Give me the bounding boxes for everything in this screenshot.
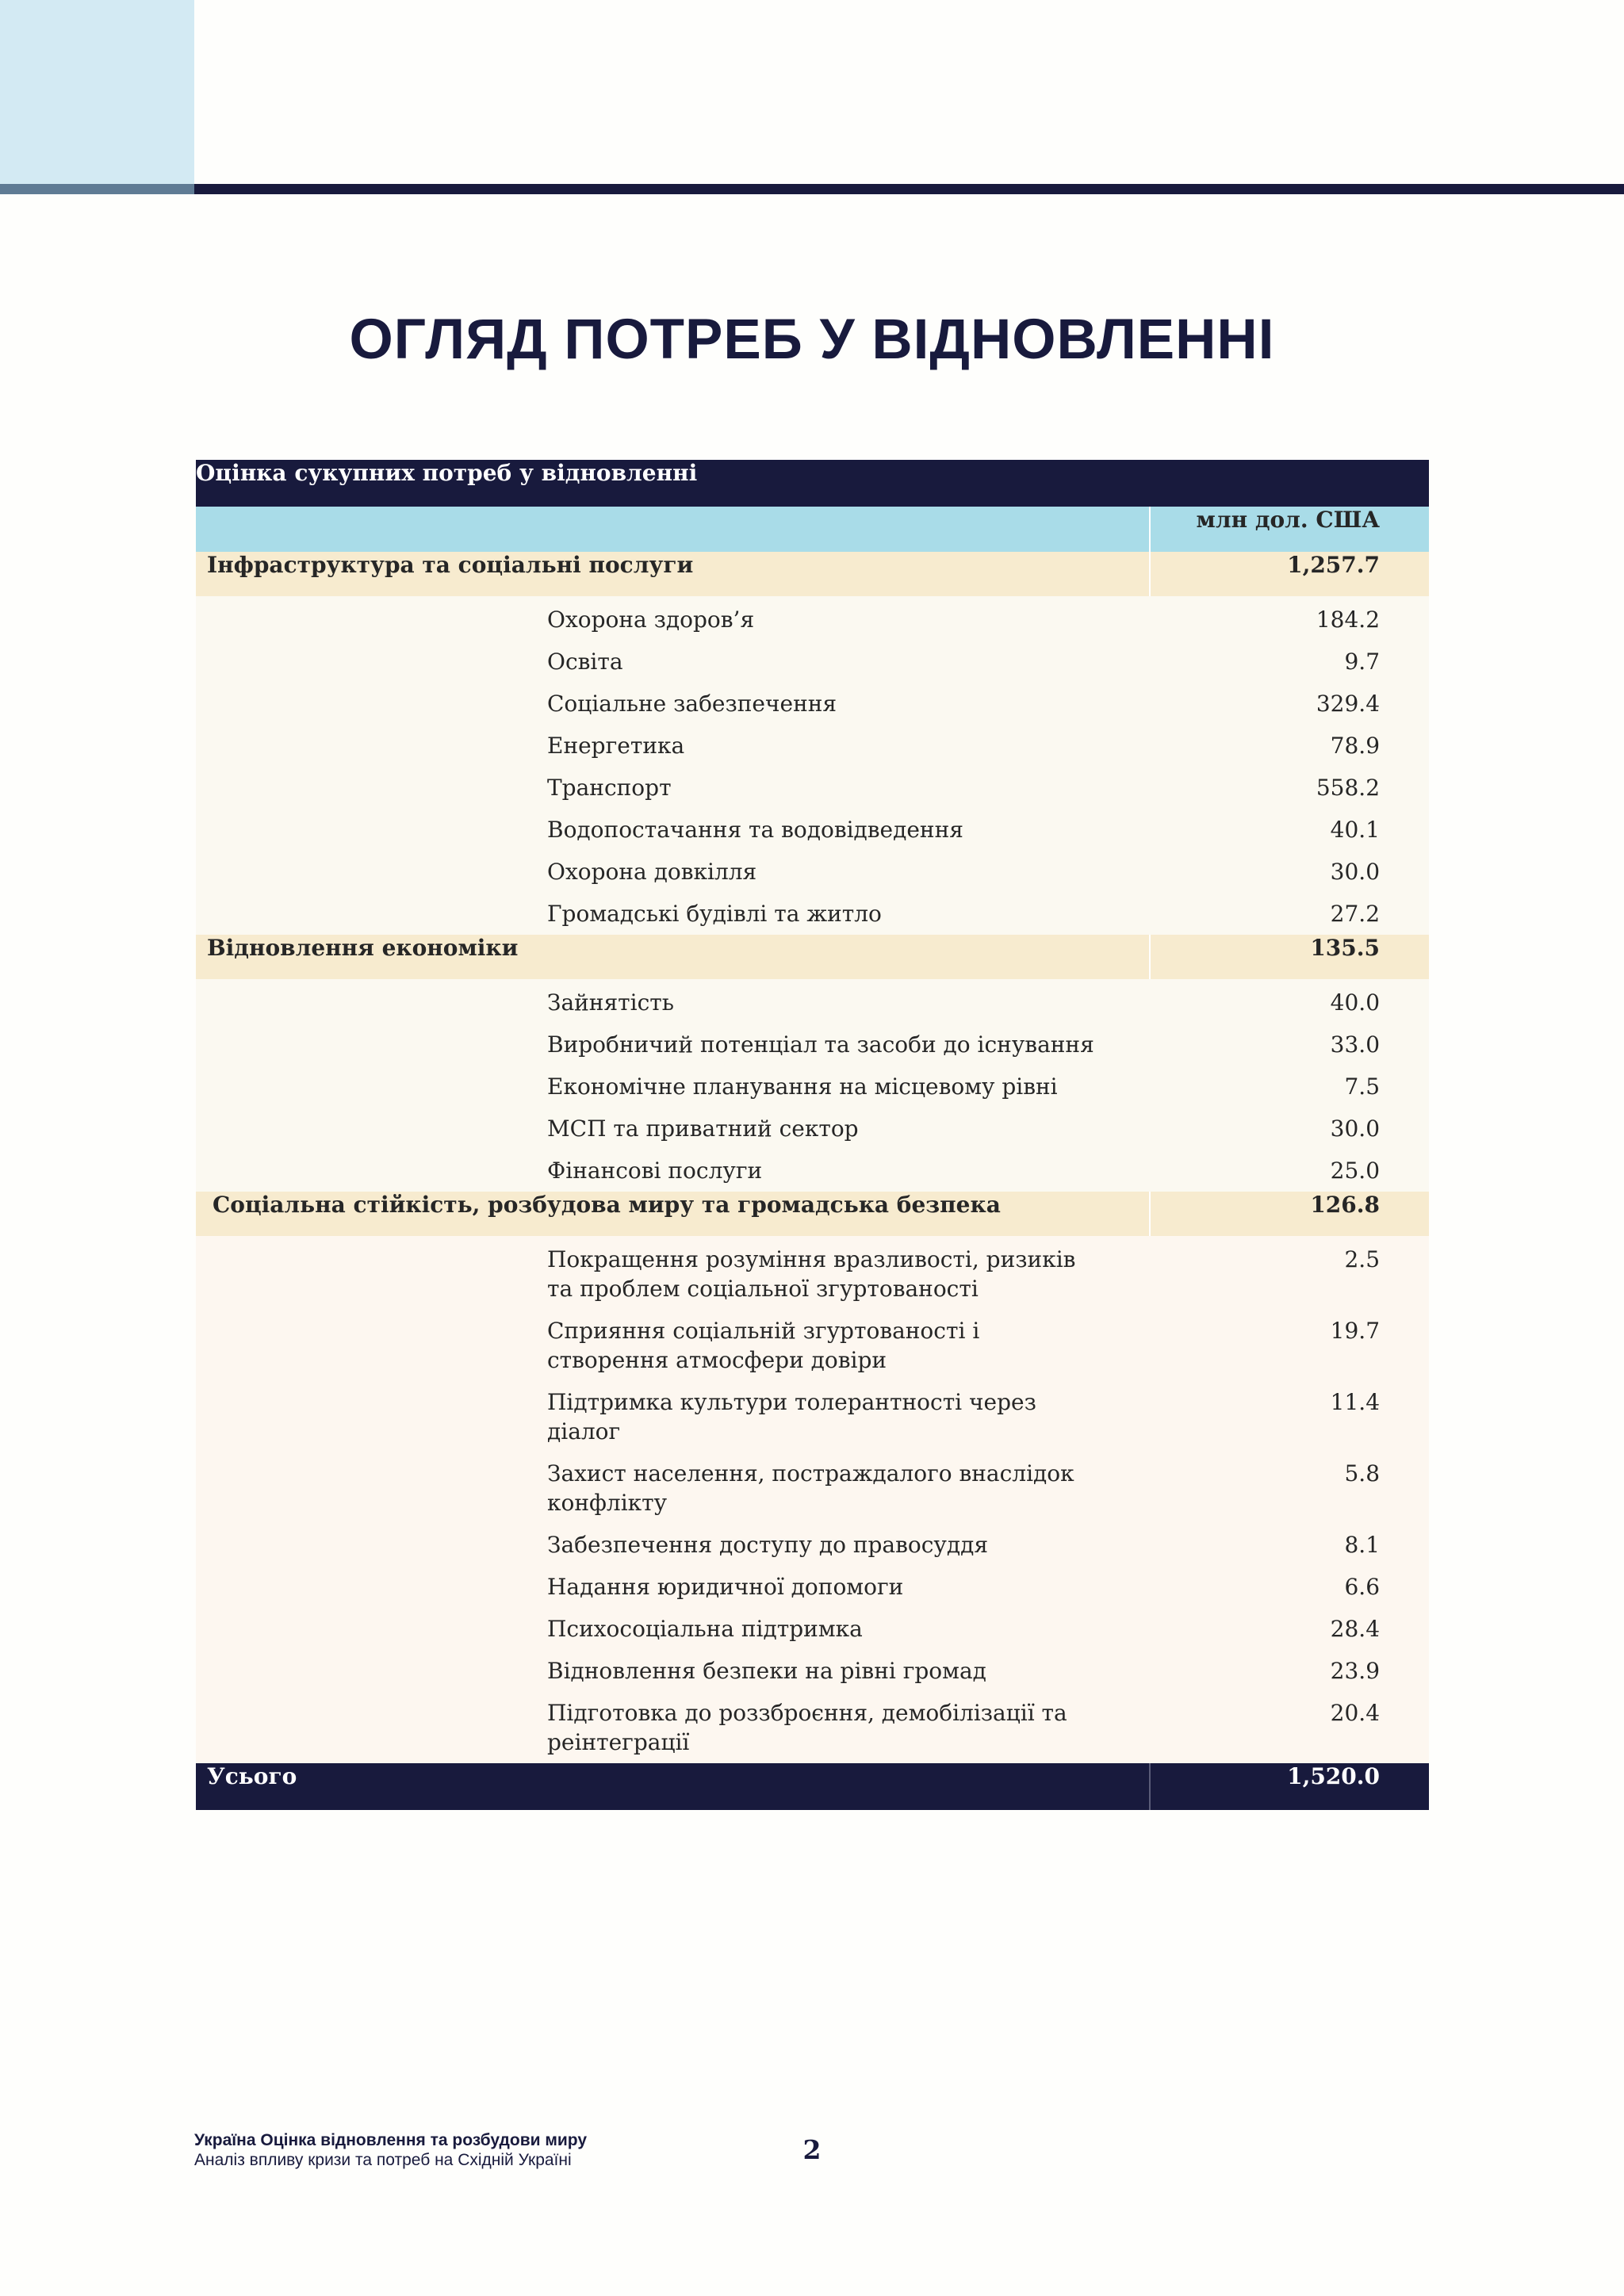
table-row (196, 767, 1429, 809)
item-label: Соціальне забезпечення (196, 683, 1150, 725)
item-value: 9.7 (1150, 641, 1429, 683)
item-label: Виробничий потенціал та засоби до існування (196, 1024, 1150, 1066)
total-value: 1,520.0 (1150, 1763, 1429, 1810)
table-title-row (196, 460, 1429, 507)
item-label: Психосоціальна підтримка (196, 1608, 1150, 1650)
table-row (196, 1310, 1429, 1381)
item-label: Покращення розуміння вразливості, ризиків та проблем соціальної згуртованості (196, 1236, 1150, 1310)
item-label: Надання юридичної допомоги (196, 1566, 1150, 1608)
item-label: Захист населення, постраждалого внаслідок конфлікту (196, 1452, 1150, 1524)
table-row (196, 1024, 1429, 1066)
item-label: Підтримка культури толерантності через діалог (196, 1381, 1150, 1452)
item-value: 8.1 (1150, 1524, 1429, 1566)
footer-subtitle: Аналіз впливу кризи та потреб на Східній Україні (194, 2151, 572, 2169)
header-rule-accent (0, 184, 194, 194)
total-row (196, 1763, 1429, 1810)
table-row (196, 1692, 1429, 1763)
item-value: 11.4 (1150, 1381, 1429, 1452)
item-value: 7.5 (1150, 1066, 1429, 1108)
table-row (196, 725, 1429, 767)
item-label: Економічне планування на місцевому рівні (196, 1066, 1150, 1108)
table-units-row (196, 507, 1429, 552)
section-total: 126.8 (1150, 1192, 1429, 1236)
item-label: Охорона довкілля (196, 851, 1150, 893)
item-value: 40.0 (1150, 979, 1429, 1024)
table-row (196, 641, 1429, 683)
item-value: 30.0 (1150, 1108, 1429, 1150)
section-row (196, 935, 1429, 979)
table-row (196, 893, 1429, 935)
item-value: 20.4 (1150, 1692, 1429, 1763)
section-row (196, 552, 1429, 596)
item-value: 27.2 (1150, 893, 1429, 935)
table-row (196, 596, 1429, 641)
needs-table (196, 460, 1429, 1810)
section-total: 1,257.7 (1150, 552, 1429, 596)
item-value: 30.0 (1150, 851, 1429, 893)
footer-title: Україна Оцінка відновлення та розбудови миру (194, 2131, 588, 2149)
item-label: Освіта (196, 641, 1150, 683)
item-label: Транспорт (196, 767, 1150, 809)
section-label: Відновлення економіки (196, 935, 1150, 979)
item-label: Фінансові послуги (196, 1150, 1150, 1192)
table-row (196, 1236, 1429, 1310)
section-label: Соціальна стійкість, розбудова миру та громадська безпека (196, 1192, 1150, 1236)
table-row (196, 1608, 1429, 1650)
units-label: млн дол. США (1150, 507, 1429, 552)
item-label: МСП та приватний сектор (196, 1108, 1150, 1150)
table-row (196, 1566, 1429, 1608)
item-label: Охорона здоров’я (196, 596, 1150, 641)
table-row (196, 1650, 1429, 1692)
units-spacer (196, 507, 1150, 552)
section-row (196, 1192, 1429, 1236)
table-row (196, 1150, 1429, 1192)
item-value: 6.6 (1150, 1566, 1429, 1608)
table-row (196, 979, 1429, 1024)
item-value: 78.9 (1150, 725, 1429, 767)
item-value: 184.2 (1150, 596, 1429, 641)
item-label: Громадські будівлі та житло (196, 893, 1150, 935)
item-value: 329.4 (1150, 683, 1429, 725)
item-value: 25.0 (1150, 1150, 1429, 1192)
total-label: Усього (196, 1763, 1150, 1810)
table-row (196, 851, 1429, 893)
item-label: Забезпечення доступу до правосуддя (196, 1524, 1150, 1566)
section-label: Інфраструктура та соціальні послуги (196, 552, 1150, 596)
item-value: 558.2 (1150, 767, 1429, 809)
section-total: 135.5 (1150, 935, 1429, 979)
page-number: 2 (802, 2134, 822, 2165)
table-row (196, 1108, 1429, 1150)
item-label: Енергетика (196, 725, 1150, 767)
item-label: Підготовка до роззброєння, демобілізації та реінтеграції (196, 1692, 1150, 1763)
item-value: 2.5 (1150, 1236, 1429, 1310)
page-title: ОГЛЯД ПОТРЕБ У ВІДНОВЛЕННІ (349, 308, 1275, 371)
item-label: Відновлення безпеки на рівні громад (196, 1650, 1150, 1692)
table-title: Оцінка сукупних потреб у відновленні (196, 460, 1429, 507)
item-value: 19.7 (1150, 1310, 1429, 1381)
item-value: 40.1 (1150, 809, 1429, 851)
table-row (196, 1066, 1429, 1108)
table-row (196, 1524, 1429, 1566)
header-rule (194, 184, 1624, 194)
table-row (196, 1452, 1429, 1524)
item-label: Сприяння соціальній згуртованості і створення атмосфери довіри (196, 1310, 1150, 1381)
item-value: 5.8 (1150, 1452, 1429, 1524)
item-label: Зайнятість (196, 979, 1150, 1024)
item-value: 33.0 (1150, 1024, 1429, 1066)
table-row (196, 809, 1429, 851)
item-value: 23.9 (1150, 1650, 1429, 1692)
item-value: 28.4 (1150, 1608, 1429, 1650)
corner-accent-block (0, 0, 194, 184)
item-label: Водопостачання та водовідведення (196, 809, 1150, 851)
table-row (196, 1381, 1429, 1452)
table-row (196, 683, 1429, 725)
